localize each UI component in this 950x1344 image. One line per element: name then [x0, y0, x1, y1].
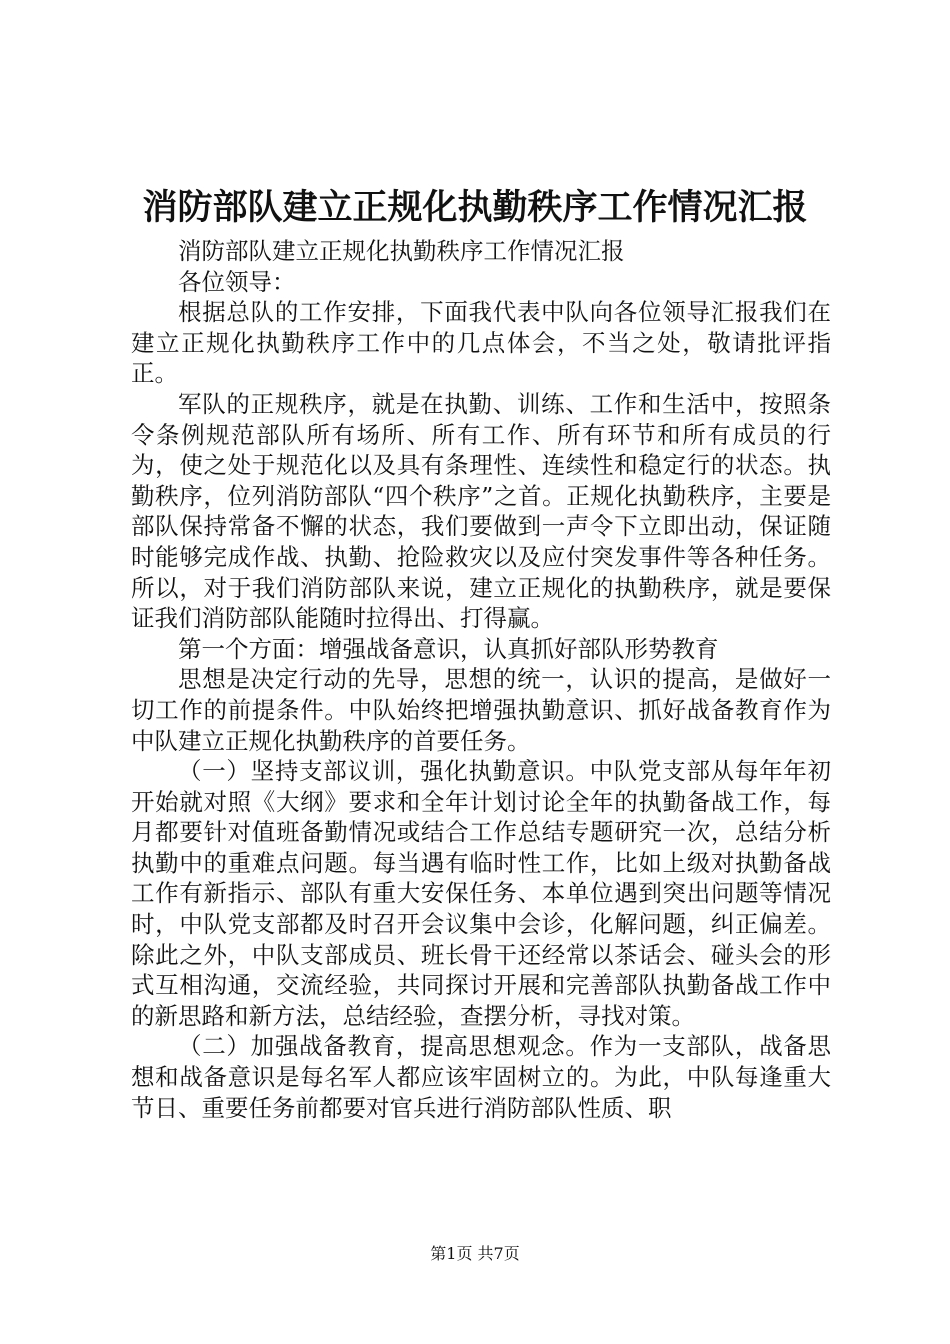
- document-body: [131, 236, 831, 1123]
- page-number: 第1页 共7页: [430, 1244, 520, 1263]
- subtitle-paragraph: 消防部队建立正规化执勤秩序工作情况汇报: [178, 237, 625, 265]
- body-paragraph: 根据总队的工作安排，下面我代表中队向各位领导汇报我们在建立正规化执勤秩序工作中的几点体会，不当之处，敬请批评指正。: [131, 298, 831, 388]
- body-paragraph: 军队的正规秩序，就是在执勤、训练、工作和生活中，按照条令条例规范部队所有场所、所有工作、所有环节和所有成员的行为，使之处于规范化以及具有条理性、连续性和稳定行的状态。执勤秩序，位列消防部队“四个秩序”之首。正规化执勤秩序，主要是部队保持常备不懈的状态，我们要做到一声令下立即出动，保证随时能够完成作战、执勤、抢险救灾以及应付突发事件等各种任务。所以，对于我们消防部队来说，建立正规化的执勤秩序，就是要保证我们消防部队能随时拉得出、打得赢。: [131, 389, 831, 633]
- body-paragraph: （二）加强战备教育，提高思想观念。作为一支部队，战备思想和战备意识是每名军人都应该牢固树立的。为此，中队每逢重大节日、重要任务前都要对官兵进行消防部队性质、职: [131, 1032, 831, 1122]
- document-title: 消防部队建立正规化执勤秩序工作情况汇报: [142, 187, 808, 228]
- body-paragraph: 思想是决定行动的先导，思想的统一，认识的提高，是做好一切工作的前提条件。中队始终把增强执勤意识、抓好战备教育作为中队建立正规化执勤秩序的首要任务。: [131, 665, 831, 755]
- salutation-paragraph: 各位领导：: [178, 267, 296, 296]
- section-heading: 第一个方面：增强战备意识，认真抓好部队形势教育: [178, 634, 719, 663]
- body-paragraph: （一）坚持支部议训，强化执勤意识。中队党支部从每年年初开始就对照《大纲》要求和全年计划讨论全年的执勤备战工作，每月都要针对值班备勤情况或结合工作总结专题研究一次，总结分析执勤中的重难点问题。每当遇有临时性工作，比如上级对执勤备战工作有新指示、部队有重大安保任务、本单位遇到突出问题等情况时，中队党支部都及时召开会议集中会诊，化解问题，纠正偏差。除此之外，中队支部成员、班长骨干还经常以茶话会、碰头会的形式互相沟通，交流经验，共同探讨开展和完善部队执勤备战工作中的新思路和新方法，总结经验，查摆分析，寻找对策。: [131, 757, 831, 1030]
